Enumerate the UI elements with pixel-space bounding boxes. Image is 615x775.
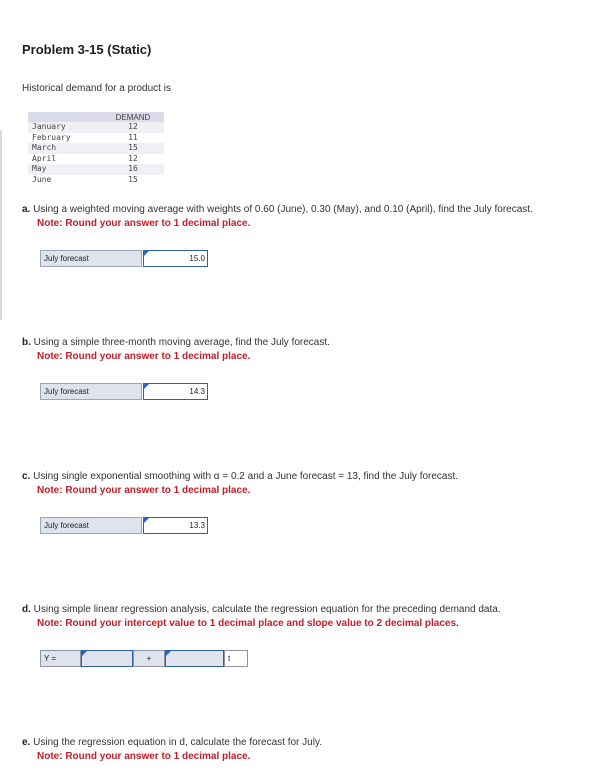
month-cell: February — [28, 133, 102, 144]
month-cell: May — [28, 164, 102, 175]
question-a-answer-input[interactable] — [143, 250, 208, 267]
demand-column-header: DEMAND — [102, 112, 164, 122]
table-row — [28, 154, 164, 165]
left-scroll-rule — [0, 130, 2, 320]
question-c-note: Note: Round your answer to 1 decimal place. — [37, 485, 251, 496]
question-c-letter: c. — [22, 471, 31, 482]
question-b-note: Note: Round your answer to 1 decimal place. — [37, 351, 251, 362]
question-d-note: Note: Round your intercept value to 1 decimal place and slope value to 2 decimal places. — [37, 618, 459, 629]
intro-text: Historical demand for a product is — [22, 83, 171, 94]
problem-title: Problem 3-15 (Static) — [22, 42, 152, 57]
table-row — [28, 164, 164, 175]
demand-cell: 11 — [102, 133, 164, 144]
flag-icon — [82, 651, 87, 656]
demand-cell: 15 — [102, 175, 164, 186]
regression-plus-sign: + — [133, 650, 165, 667]
question-d — [22, 604, 501, 615]
question-a-answer-value: 15.0 — [189, 254, 205, 263]
question-a-letter: a. — [22, 204, 31, 215]
table-row — [28, 122, 164, 133]
demand-table — [28, 112, 164, 186]
question-c-answer-row — [40, 517, 208, 534]
question-e — [22, 737, 322, 748]
question-b-answer-value: 14.3 — [189, 387, 205, 396]
question-b-answer-row — [40, 383, 208, 400]
demand-cell: 12 — [102, 122, 164, 133]
question-c-text: Using single exponential smoothing with α = 0.2 and a June forecast = 13, find the July forecast. — [33, 471, 459, 482]
question-a-answer-row — [40, 250, 208, 267]
demand-cell: 16 — [102, 164, 164, 175]
question-b-letter: b. — [22, 337, 31, 348]
month-column-header — [28, 112, 102, 122]
question-b-answer-input[interactable] — [143, 383, 208, 400]
question-a-text: Using a weighted moving average with weights of 0.60 (June), 0.30 (May), and 0.10 (April), find the July forecast. — [33, 204, 533, 215]
question-b-text: Using a simple three-month moving average, find the July forecast. — [33, 337, 330, 348]
intercept-input[interactable] — [81, 650, 133, 667]
month-cell: April — [28, 154, 102, 165]
question-d-text: Using simple linear regression analysis, calculate the regression equation for the preceding demand data. — [33, 604, 501, 615]
question-e-letter: e. — [22, 737, 31, 748]
question-a-answer-label: July forecast — [40, 250, 142, 267]
flag-icon — [144, 251, 149, 256]
question-e-text: Using the regression equation in d, calculate the forecast for July. — [33, 737, 322, 748]
question-e-note: Note: Round your answer to 1 decimal place. — [37, 751, 251, 762]
flag-icon — [166, 651, 171, 656]
question-c-answer-label: July forecast — [40, 517, 142, 534]
question-b-answer-label: July forecast — [40, 383, 142, 400]
table-header-row — [28, 112, 164, 122]
regression-y-label: Y = — [40, 650, 81, 667]
question-a-note: Note: Round your answer to 1 decimal place. — [37, 218, 251, 229]
flag-icon — [144, 384, 149, 389]
table-row — [28, 175, 164, 186]
regression-t-label: t — [224, 650, 248, 667]
question-b — [22, 337, 330, 348]
table-row — [28, 133, 164, 144]
month-cell: January — [28, 122, 102, 133]
question-c-answer-input[interactable] — [143, 517, 208, 534]
question-c — [22, 471, 458, 482]
regression-equation-row — [40, 650, 248, 667]
slope-input[interactable] — [165, 650, 224, 667]
flag-icon — [144, 518, 149, 523]
month-cell: March — [28, 143, 102, 154]
question-a — [22, 204, 533, 215]
question-d-letter: d. — [22, 604, 31, 615]
table-row — [28, 143, 164, 154]
question-c-answer-value: 13.3 — [189, 521, 205, 530]
month-cell: June — [28, 175, 102, 186]
demand-cell: 12 — [102, 154, 164, 165]
demand-cell: 15 — [102, 143, 164, 154]
